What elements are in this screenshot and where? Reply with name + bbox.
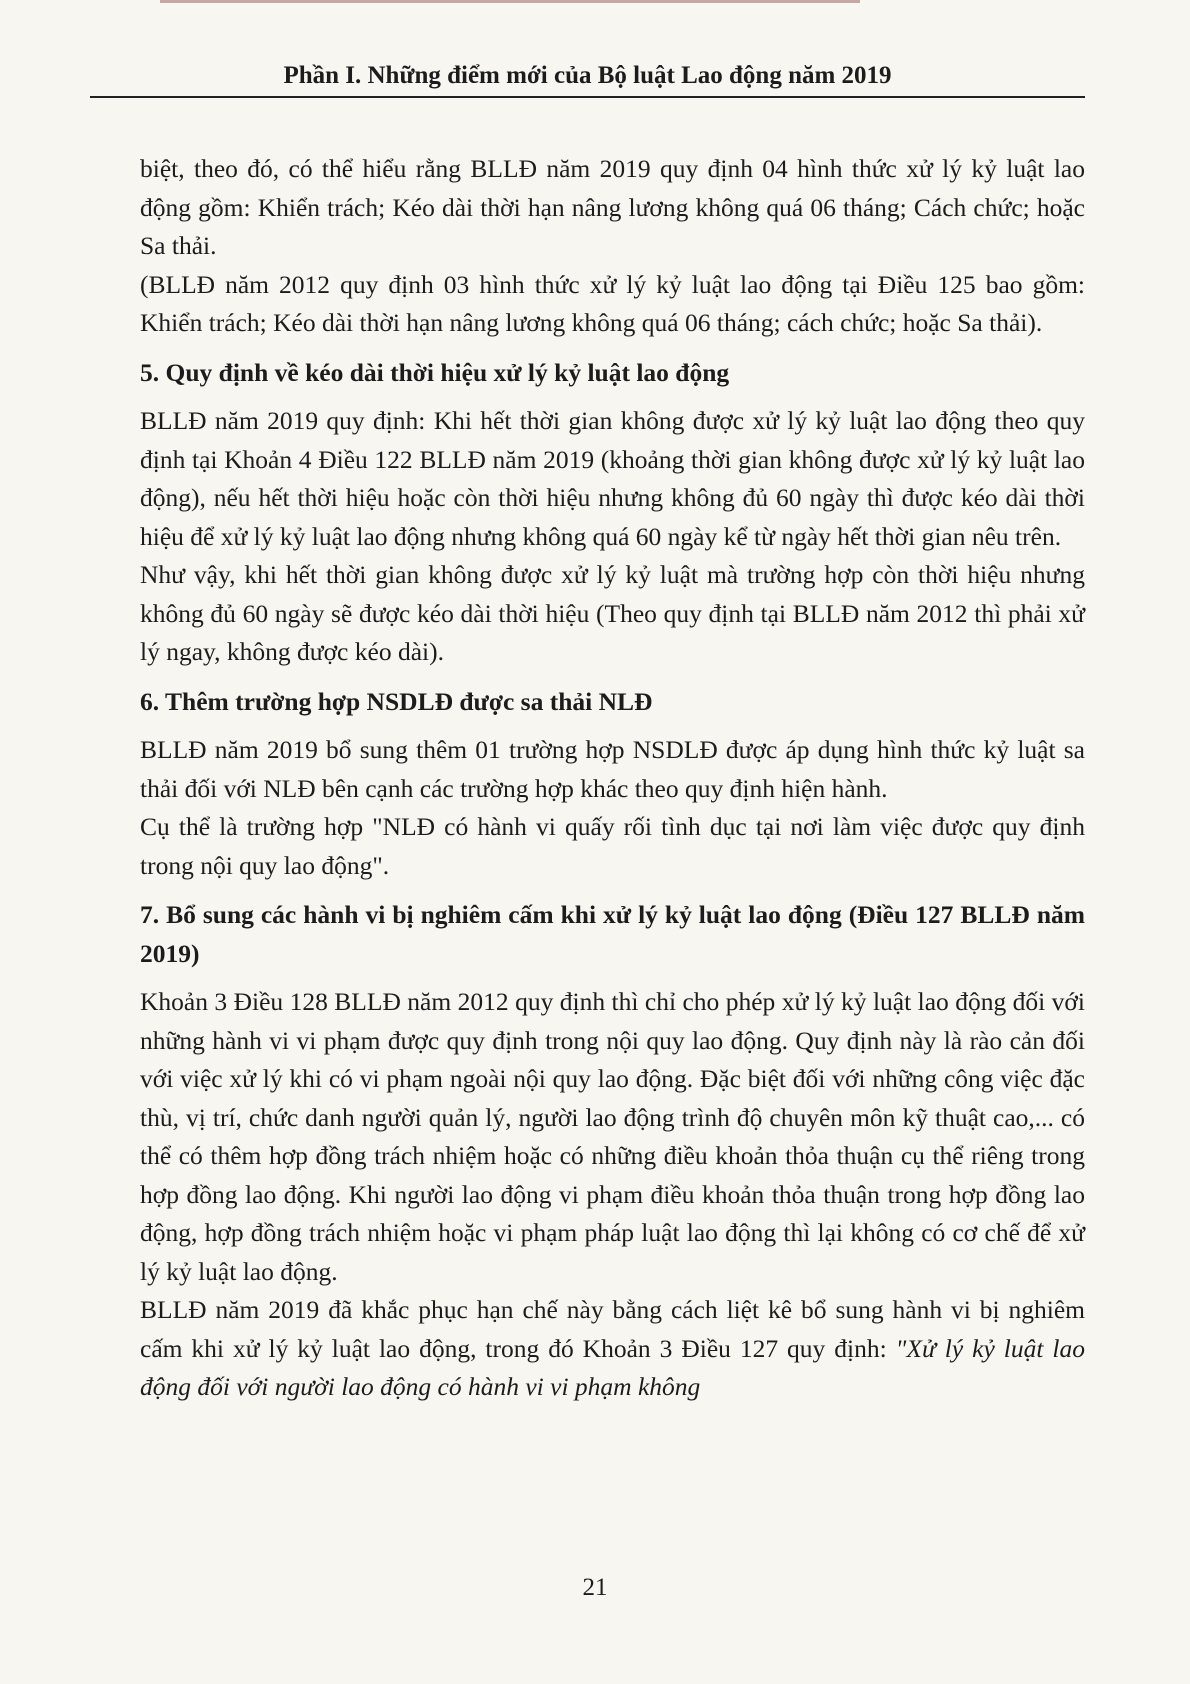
- section-heading-6: 6. Thêm trường hợp NSDLĐ được sa thải NLĐ: [140, 686, 653, 716]
- quoted-provision: "Xử lý kỷ luật lao động đối với người lao động có hành vi vi phạm không: [140, 1333, 1085, 1401]
- page-body: [140, 150, 1085, 1407]
- paragraph: Như vậy, khi hết thời gian không được xử lý kỷ luật mà trường hợp còn thời hiệu nhưng không đủ 60 ngày sẽ được kéo dài thời hiệu (Theo quy định tại BLLĐ năm 2012 thì phải xử lý ngay, không được kéo dài).: [140, 560, 1085, 666]
- running-header: Phần I. Những điểm mới của Bộ luật Lao động năm 2019: [90, 62, 1085, 98]
- page-number: 21: [582, 1574, 608, 1601]
- page-top-edge: [160, 0, 860, 3]
- section-heading-7: 7. Bổ sung các hành vi bị nghiêm cấm khi xử lý kỷ luật lao động (Điều 127 BLLĐ năm 2019): [140, 900, 1085, 968]
- paragraph: BLLĐ năm 2019 bổ sung thêm 01 trường hợp NSDLĐ được áp dụng hình thức kỷ luật sa thải đối với NLĐ bên cạnh các trường hợp khác theo quy định hiện hành.: [140, 735, 1085, 803]
- paragraph: BLLĐ năm 2019 quy định: Khi hết thời gian không được xử lý kỷ luật lao động theo quy định tại Khoản 4 Điều 122 BLLĐ năm 2019 (khoảng thời gian không được xử lý kỷ luật lao động), nếu hết thời hiệu hoặc còn thời hiệu nhưng không đủ 60 ngày thì được kéo dài thời hiệu để xử lý kỷ luật lao động nhưng không quá 60 ngày kể từ ngày hết thời gian nêu trên.: [140, 406, 1085, 551]
- paragraph: (BLLĐ năm 2012 quy định 03 hình thức xử lý kỷ luật lao động tại Điều 125 bao gồm: Khiển trách; Kéo dài thời hạn nâng lương không quá 06 tháng; cách chức; hoặc Sa thải).: [140, 269, 1085, 337]
- paragraph-text: BLLĐ năm 2019 đã khắc phục hạn chế này bằng cách liệt kê bổ sung hành vi bị nghiêm cấm khi xử lý kỷ luật lao động, trong đó Khoản 3 Điều 127 quy định:: [140, 1295, 1085, 1363]
- section-heading-5: 5. Quy định về kéo dài thời hiệu xử lý kỷ luật lao động: [140, 357, 730, 387]
- paragraph: biệt, theo đó, có thể hiểu rằng BLLĐ năm 2019 quy định 04 hình thức xử lý kỷ luật lao động gồm: Khiển trách; Kéo dài thời hạn nâng lương không quá 06 tháng; Cách chức; hoặc Sa thải.: [140, 154, 1085, 260]
- paragraph: [140, 1291, 1085, 1407]
- paragraph: Cụ thể là trường hợp "NLĐ có hành vi quấy rối tình dục tại nơi làm việc được quy định trong nội quy lao động".: [140, 812, 1085, 880]
- paragraph: Khoản 3 Điều 128 BLLĐ năm 2012 quy định thì chỉ cho phép xử lý kỷ luật lao động đối với những hành vi vi phạm được quy định trong nội quy lao động. Quy định này là rào cản đối với việc xử lý khi có vi phạm ngoài nội quy lao động. Đặc biệt đối với những công việc đặc thù, vị trí, chức danh người quản lý, người lao động trình độ chuyên môn kỹ thuật cao,... có thể có thêm hợp đồng trách nhiệm hoặc có những điều khoản thỏa thuận cụ thể riêng trong hợp đồng lao động. Khi người lao động vi phạm điều khoản thỏa thuận trong hợp đồng lao động, hợp đồng trách nhiệm hoặc vi phạm pháp luật lao động thì lại không có cơ chế để xử lý kỷ luật lao động.: [140, 987, 1085, 1286]
